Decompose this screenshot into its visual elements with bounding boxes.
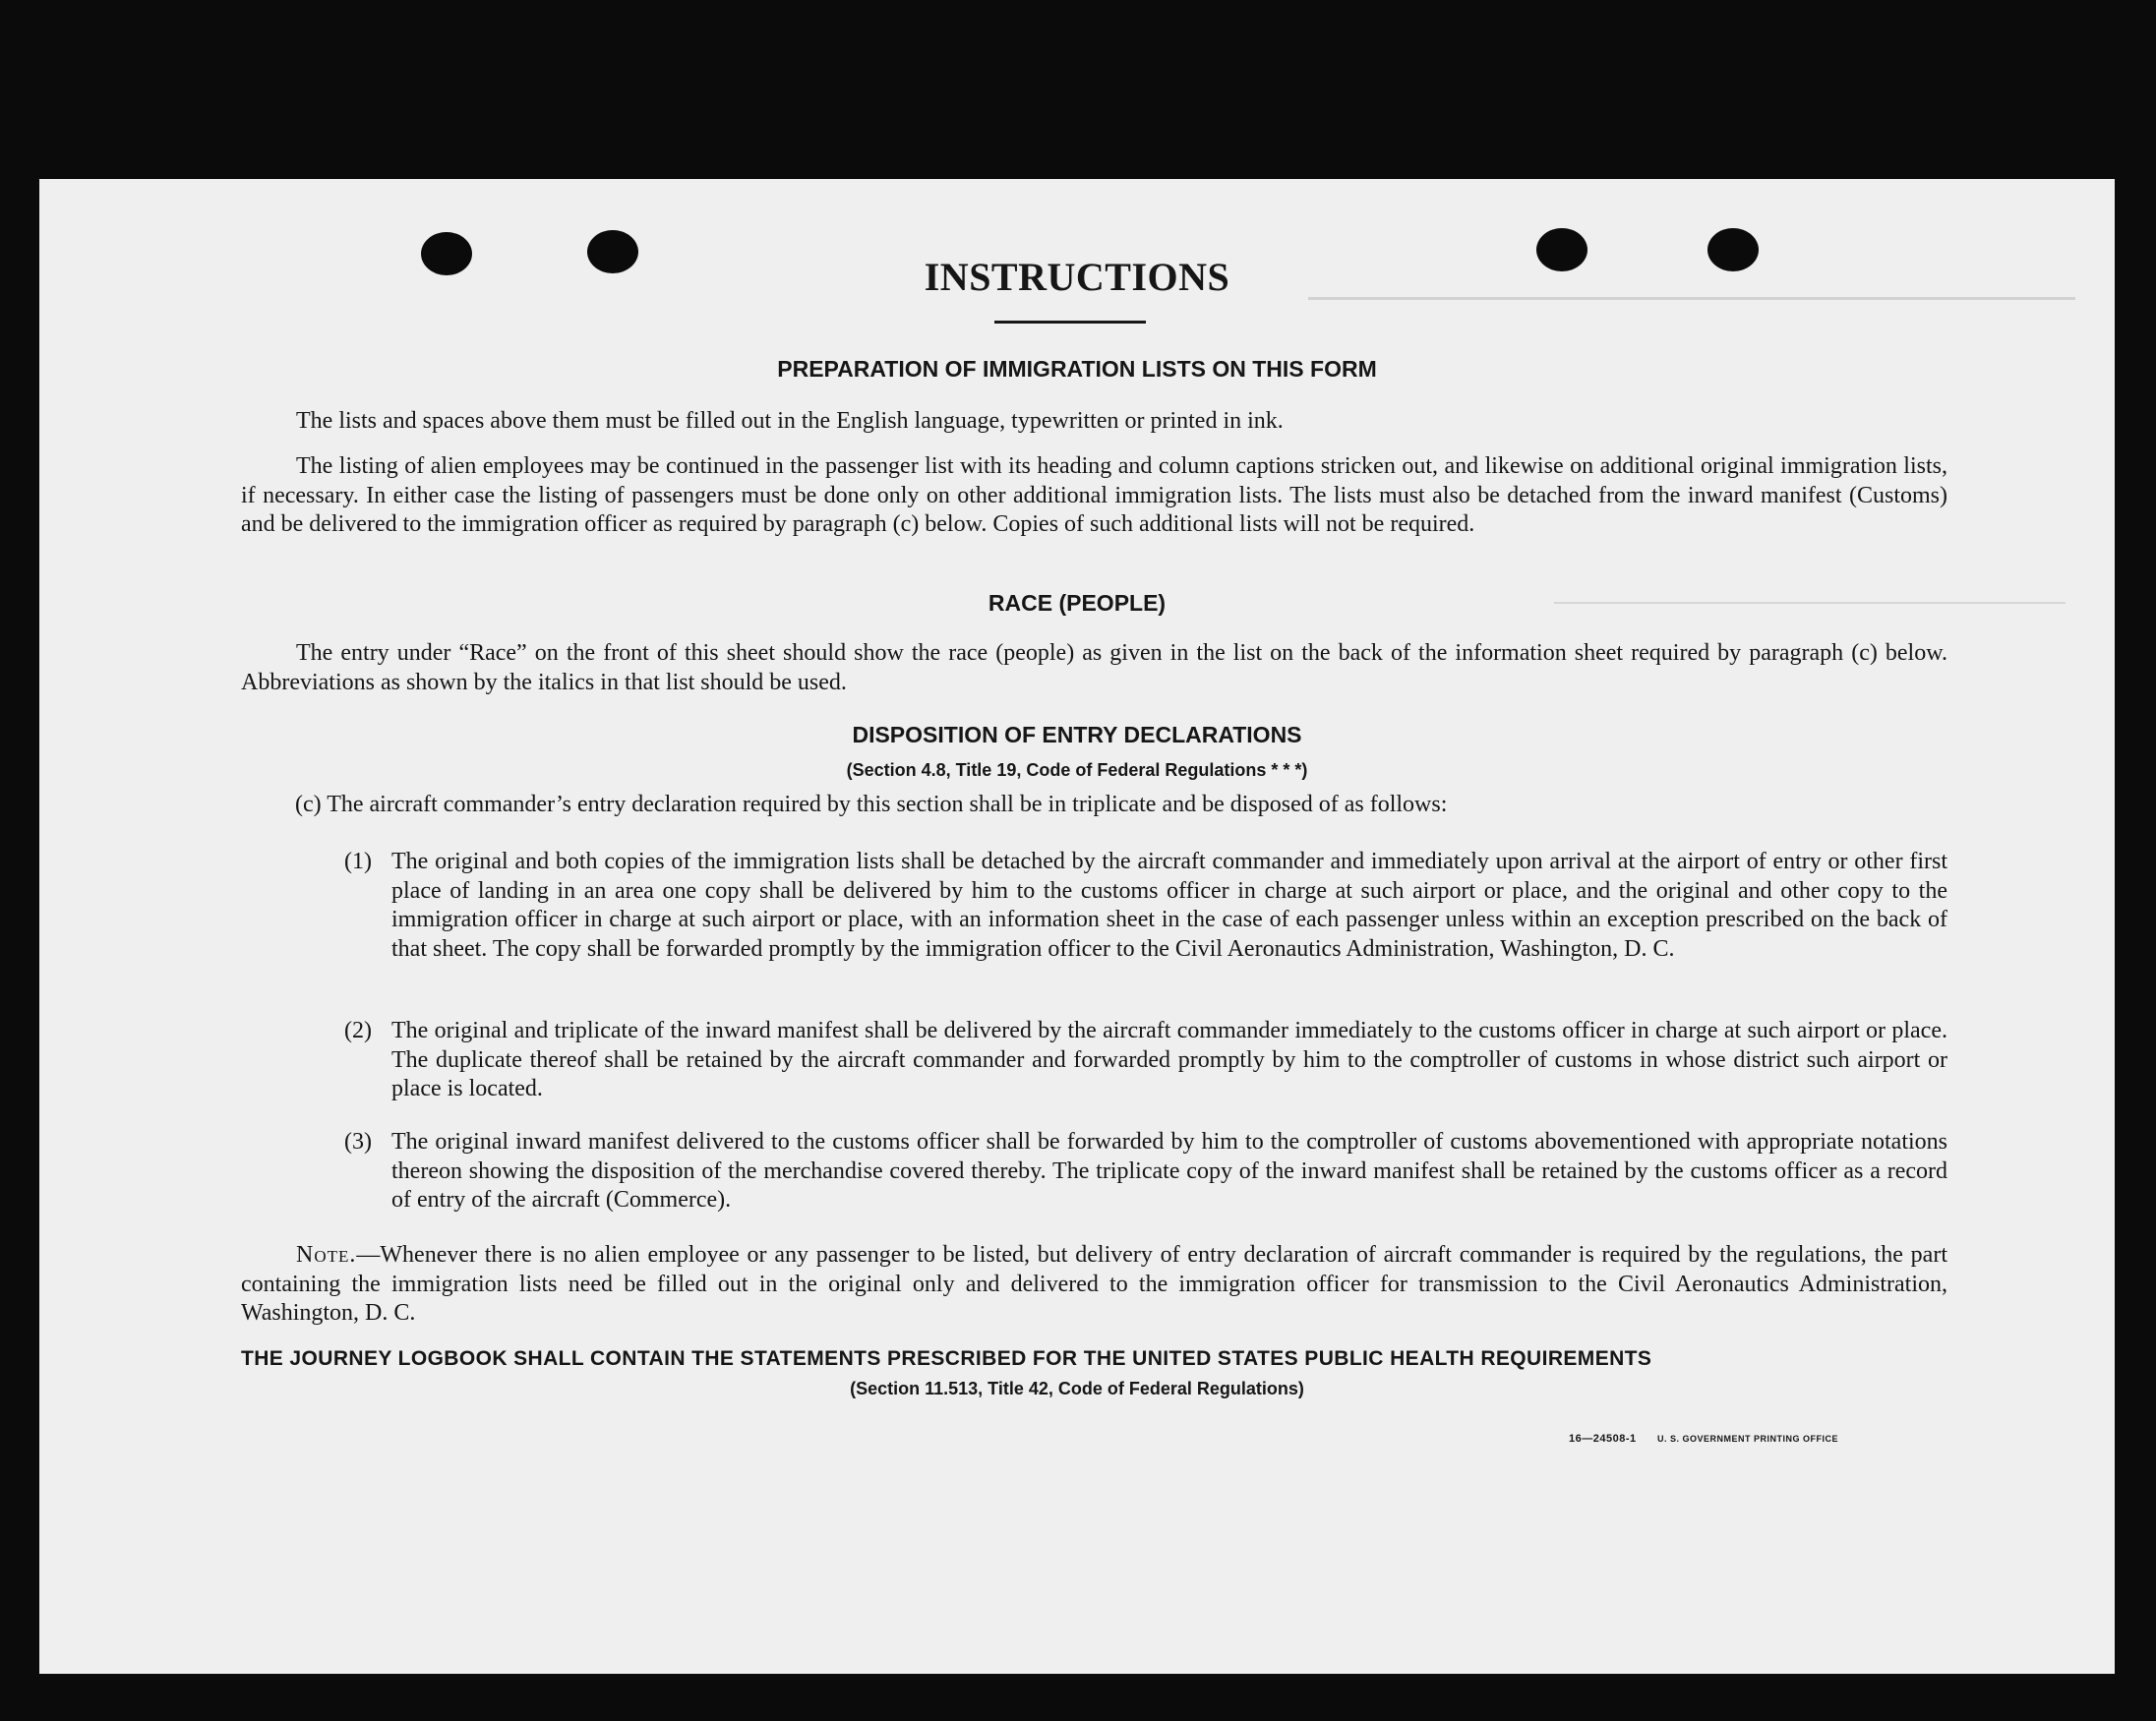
footer-imprint xyxy=(1569,1433,1838,1445)
item-text: The original and both copies of the immigration lists shall be detached by the aircraft commander and immediately upon arrival at the airport of entry or other first place of landing in an area one copy shall be delivered by him to the customs officer in charge at such airport or place, and the original and other copy to the immigration officer in charge at such airport or place, with an information sheet in the case of each passenger unless within an exception prescribed on the back of that sheet. The copy shall be forwarded promptly by the immigration officer to the Civil Aeronautics Administration, Washington, D. C. xyxy=(391,849,1947,962)
item-number: (2) xyxy=(344,1018,372,1043)
page-title: INSTRUCTIONS xyxy=(924,255,1230,299)
item-text: The original and triplicate of the inward manifest shall be delivered by the aircraft commander immediately to the customs officer in charge at such airport or place. The duplicate thereof shall be retained by the aircraft commander and forwarded promptly by him to the comptroller of customs in whose district such airport or place is located. xyxy=(391,1018,1947,1101)
race-paragraph: The entry under “Race” on the front of this sheet should show the race (people) as given in the list on the back of the information sheet required by paragraph (c) below. Abbreviations as shown by the italics in that list should be used. xyxy=(241,640,1947,695)
disposition-item xyxy=(344,848,1947,964)
logbook-heading: THE JOURNEY LOGBOOK SHALL CONTAIN THE STATEMENTS PRESCRIBED FOR THE UNITED STATES PUBLIC HEALTH REQUIREMENTS xyxy=(241,1347,1652,1370)
preparation-paragraph-1: The lists and spaces above them must be filled out in the English language, typewritten or printed in ink. xyxy=(296,408,1284,434)
note-text: —Whenever there is no alien employee or any passenger to be listed, but delivery of entry declaration of aircraft commander is required by the regulations, the part containing the immigration lists need be filled out in the original only and delivered to the immigration officer for transmission to the Civil Aeronautics Administration, Washington, D. C. xyxy=(241,1242,1947,1326)
item-number: (3) xyxy=(344,1129,372,1155)
section-heading-disposition: DISPOSITION OF ENTRY DECLARATIONS xyxy=(852,722,1302,747)
section-heading-preparation: PREPARATION OF IMMIGRATION LISTS ON THIS FORM xyxy=(777,356,1377,382)
disposition-item xyxy=(344,1017,1947,1104)
title-underline xyxy=(994,321,1146,324)
printer-imprint: U. S. GOVERNMENT PRINTING OFFICE xyxy=(1656,1434,1838,1444)
disposition-item xyxy=(344,1128,1947,1216)
note-paragraph xyxy=(241,1241,1947,1329)
form-number: 16—24508-1 xyxy=(1569,1433,1637,1445)
item-text: The original inward manifest delivered to the customs officer shall be forwarded by him to the comptroller of customs abovementioned with appropriate notations thereon showing the disposition of the merchandise covered thereby. The triplicate copy of the inward manifest shall be retained by the customs officer as a record of entry of the aircraft (Commerce). xyxy=(391,1129,1947,1213)
section-subheading-disposition: (Section 4.8, Title 19, Code of Federal Regulations * * *) xyxy=(846,760,1308,780)
section-heading-race: RACE (PEOPLE) xyxy=(988,590,1167,616)
preparation-paragraph-2: The listing of alien employees may be continued in the passenger list with its heading and column captions stricken out, and likewise on additional original immigration lists, if necessary. In either case the listing of passengers must be done only on other additional immigration lists. The lists must also be detached from the inward manifest (Customs) and be delivered to the immigration officer as required by paragraph (c) below. Copies of such additional lists will not be required. xyxy=(241,453,1947,537)
disposition-intro: (c) The aircraft commander’s entry declaration required by this section shall be in triplicate and be disposed of as follows: xyxy=(295,792,1448,817)
logbook-subheading: (Section 11.513, Title 42, Code of Federal Regulations) xyxy=(850,1379,1304,1398)
note-lead: Note. xyxy=(296,1242,357,1268)
item-number: (1) xyxy=(344,849,372,874)
document-sheet xyxy=(39,179,2115,1674)
